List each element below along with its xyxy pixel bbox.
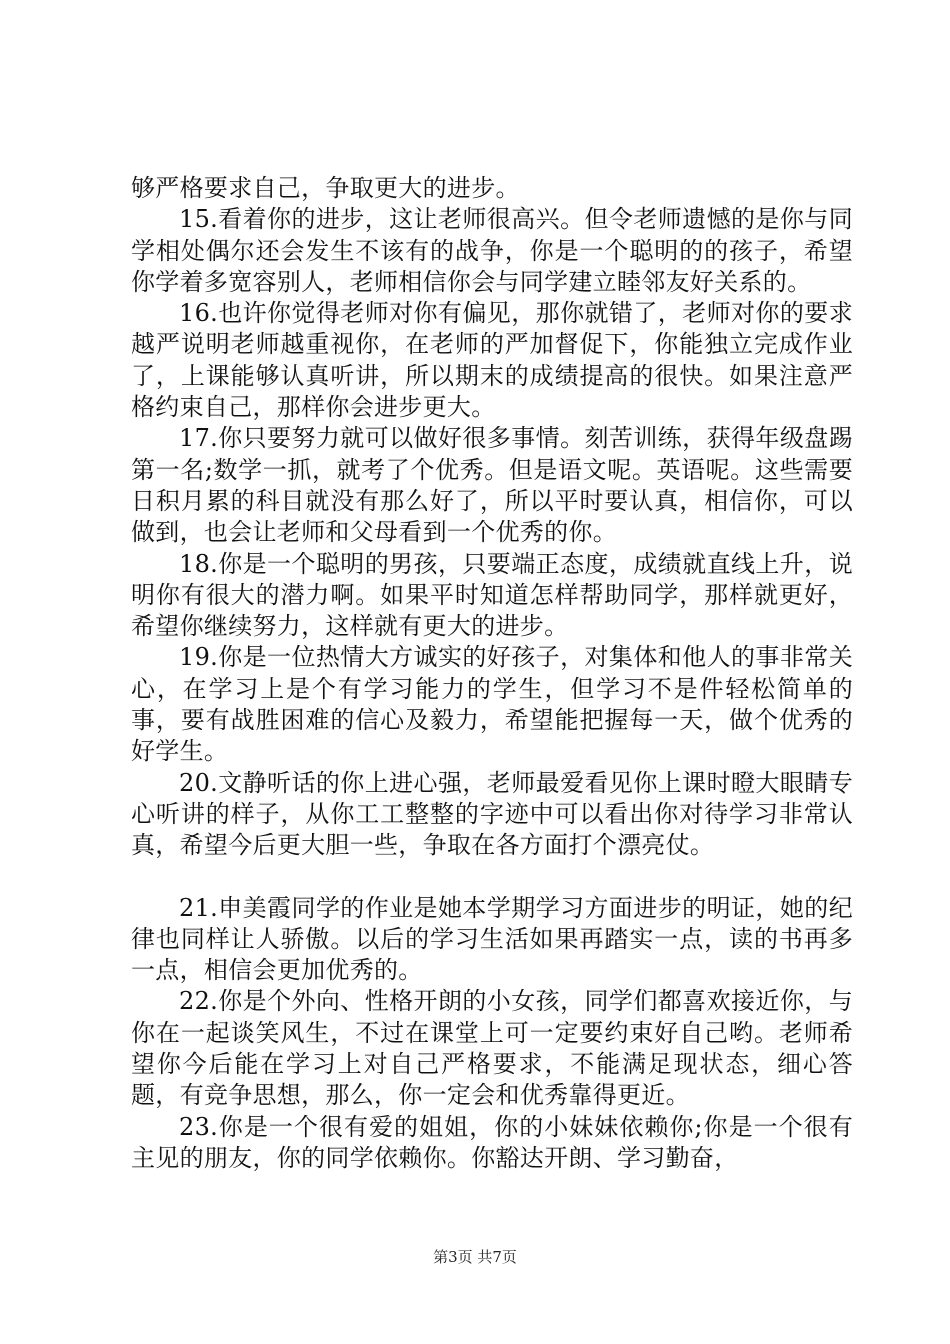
paragraph-15: 15.看着你的进步，这让老师很高兴。但令老师遗憾的是你与同学相处偶尔还会发生不该有的战争，你是一个聪明的的孩子，希望你学着多宽容别人，老师相信你会与同学建立睦邻友好关系的。	[131, 205, 853, 296]
paragraph-21: 21.申美霞同学的作业是她本学期学习方面进步的明证，她的纪律也同样让人骄傲。以后的学习生活如果再踏实一点，读的书再多一点，相信会更加优秀的。	[131, 893, 853, 985]
page-footer: 第3页 共7页	[433, 1248, 517, 1266]
paragraph-spacer	[131, 862, 853, 893]
paragraph-20: 20.文静听话的你上进心强，老师最爱看见你上课时瞪大眼睛专心听讲的样子，从你工工整整的字迹中可以看出你对待学习非常认真，希望今后更大胆一些，争取在各方面打个漂亮仗。	[131, 768, 853, 860]
paragraph-17: 17.你只要努力就可以做好很多事情。刻苦训练，获得年级盘踢第一名;数学一抓，就考了个优秀。但是语文呢。英语呢。这些需要日积月累的科目就没有那么好了，所以平时要认真，相信你，可以做到，也会让老师和父母看到一个优秀的你。	[131, 424, 853, 547]
paragraph-22: 22.你是个外向、性格开朗的小女孩，同学们都喜欢接近你，与你在一起谈笑风生，不过在课堂上可一定要约束好自己哟。老师希望你今后能在学习上对自己严格要求，不能满足现状态，细心答题，有竞争思想，那么，你一定会和优秀靠得更近。	[131, 987, 853, 1110]
paragraph-18: 18.你是一个聪明的男孩，只要端正态度，成绩就直线上升，说明你有很大的潜力啊。如果平时知道怎样帮助同学，那样就更好，希望你继续努力，这样就有更大的进步。	[131, 549, 853, 641]
paragraph-continued: 够严格要求自己，争取更大的进步。	[131, 174, 520, 202]
document-body	[131, 173, 853, 1174]
paragraph-16: 16.也许你觉得老师对你有偏见，那你就错了，老师对你的要求越严说明老师越重视你，在老师的严加督促下，你能独立完成作业了，上课能够认真听讲，所以期末的成绩提高的很快。如果注意严格约束自己，那样你会进步更大。	[131, 299, 853, 422]
paragraph-19: 19.你是一位热情大方诚实的好孩子，对集体和他人的事非常关心，在学习上是个有学习能力的学生，但学习不是件轻松简单的事，要有战胜困难的信心及毅力，希望能把握每一天，做个优秀的好学生。	[131, 643, 853, 766]
paragraph-23: 23.你是一个很有爱的姐姐，你的小妹妹依赖你;你是一个很有主见的朋友，你的同学依赖你。你豁达开朗、学习勤奋，	[131, 1112, 853, 1172]
